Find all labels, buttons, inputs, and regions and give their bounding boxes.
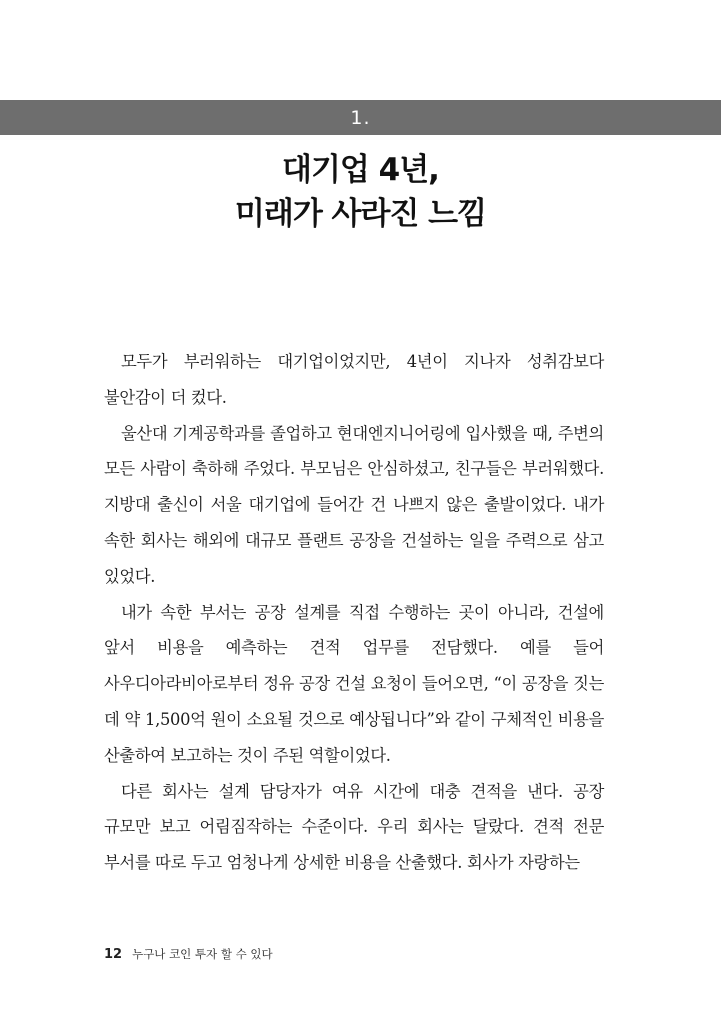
chapter-title-line-2: 미래가 사라진 느낌 [234,196,487,232]
chapter-title [0,148,721,236]
paragraph: 내가 속한 부서는 공장 설계를 직접 수행하는 곳이 아니라, 건설에 앞서 비용을 예측하는 견적 업무를 전담했다. 예를 들어 사우디아라비아로부터 정유 공장 건설 요청이 들어오면, “이 공장을 짓는 데 약 1,500억 원이 소요될 것으로 예상됩니다”와 같이 구체적인 비용을 산출하여 보고하는 것이 주된 역할이었다. [104,602,604,765]
chapter-header-bar [0,100,721,135]
paragraph: 모두가 부러워하는 대기업이었지만, 4년이 지나자 성취감보다 불안감이 더 컸다. [104,352,604,407]
paragraph: 울산대 기계공학과를 졸업하고 현대엔지니어링에 입사했을 때, 주변의 모든 사람이 축하해 주었다. 부모님은 안심하셨고, 친구들은 부러워했다. 지방대 출신이 서울 대기업에 들어간 건 나쁘지 않은 출발이었다. 내가 속한 회사는 해외에 대규모 플랜트 공장을 건설하는 일을 주력으로 삼고 있었다. [104,423,604,586]
body-text [104,344,604,881]
chapter-number: 1. [350,106,371,129]
paragraph: 다른 회사는 설계 담당자가 여유 시간에 대충 견적을 낸다. 공장 규모만 보고 어림짐작하는 수준이다. 우리 회사는 달랐다. 견적 전문 부서를 따로 두고 엄청나게 상세한 비용을 산출했다. 회사가 자랑하는 [104,781,604,873]
chapter-title-line-1: 대기업 4년, [282,152,439,188]
running-book-title: 누구나 코인 투자 할 수 있다 [132,947,273,961]
page-footer [104,946,273,962]
page-number: 12 [104,947,123,962]
